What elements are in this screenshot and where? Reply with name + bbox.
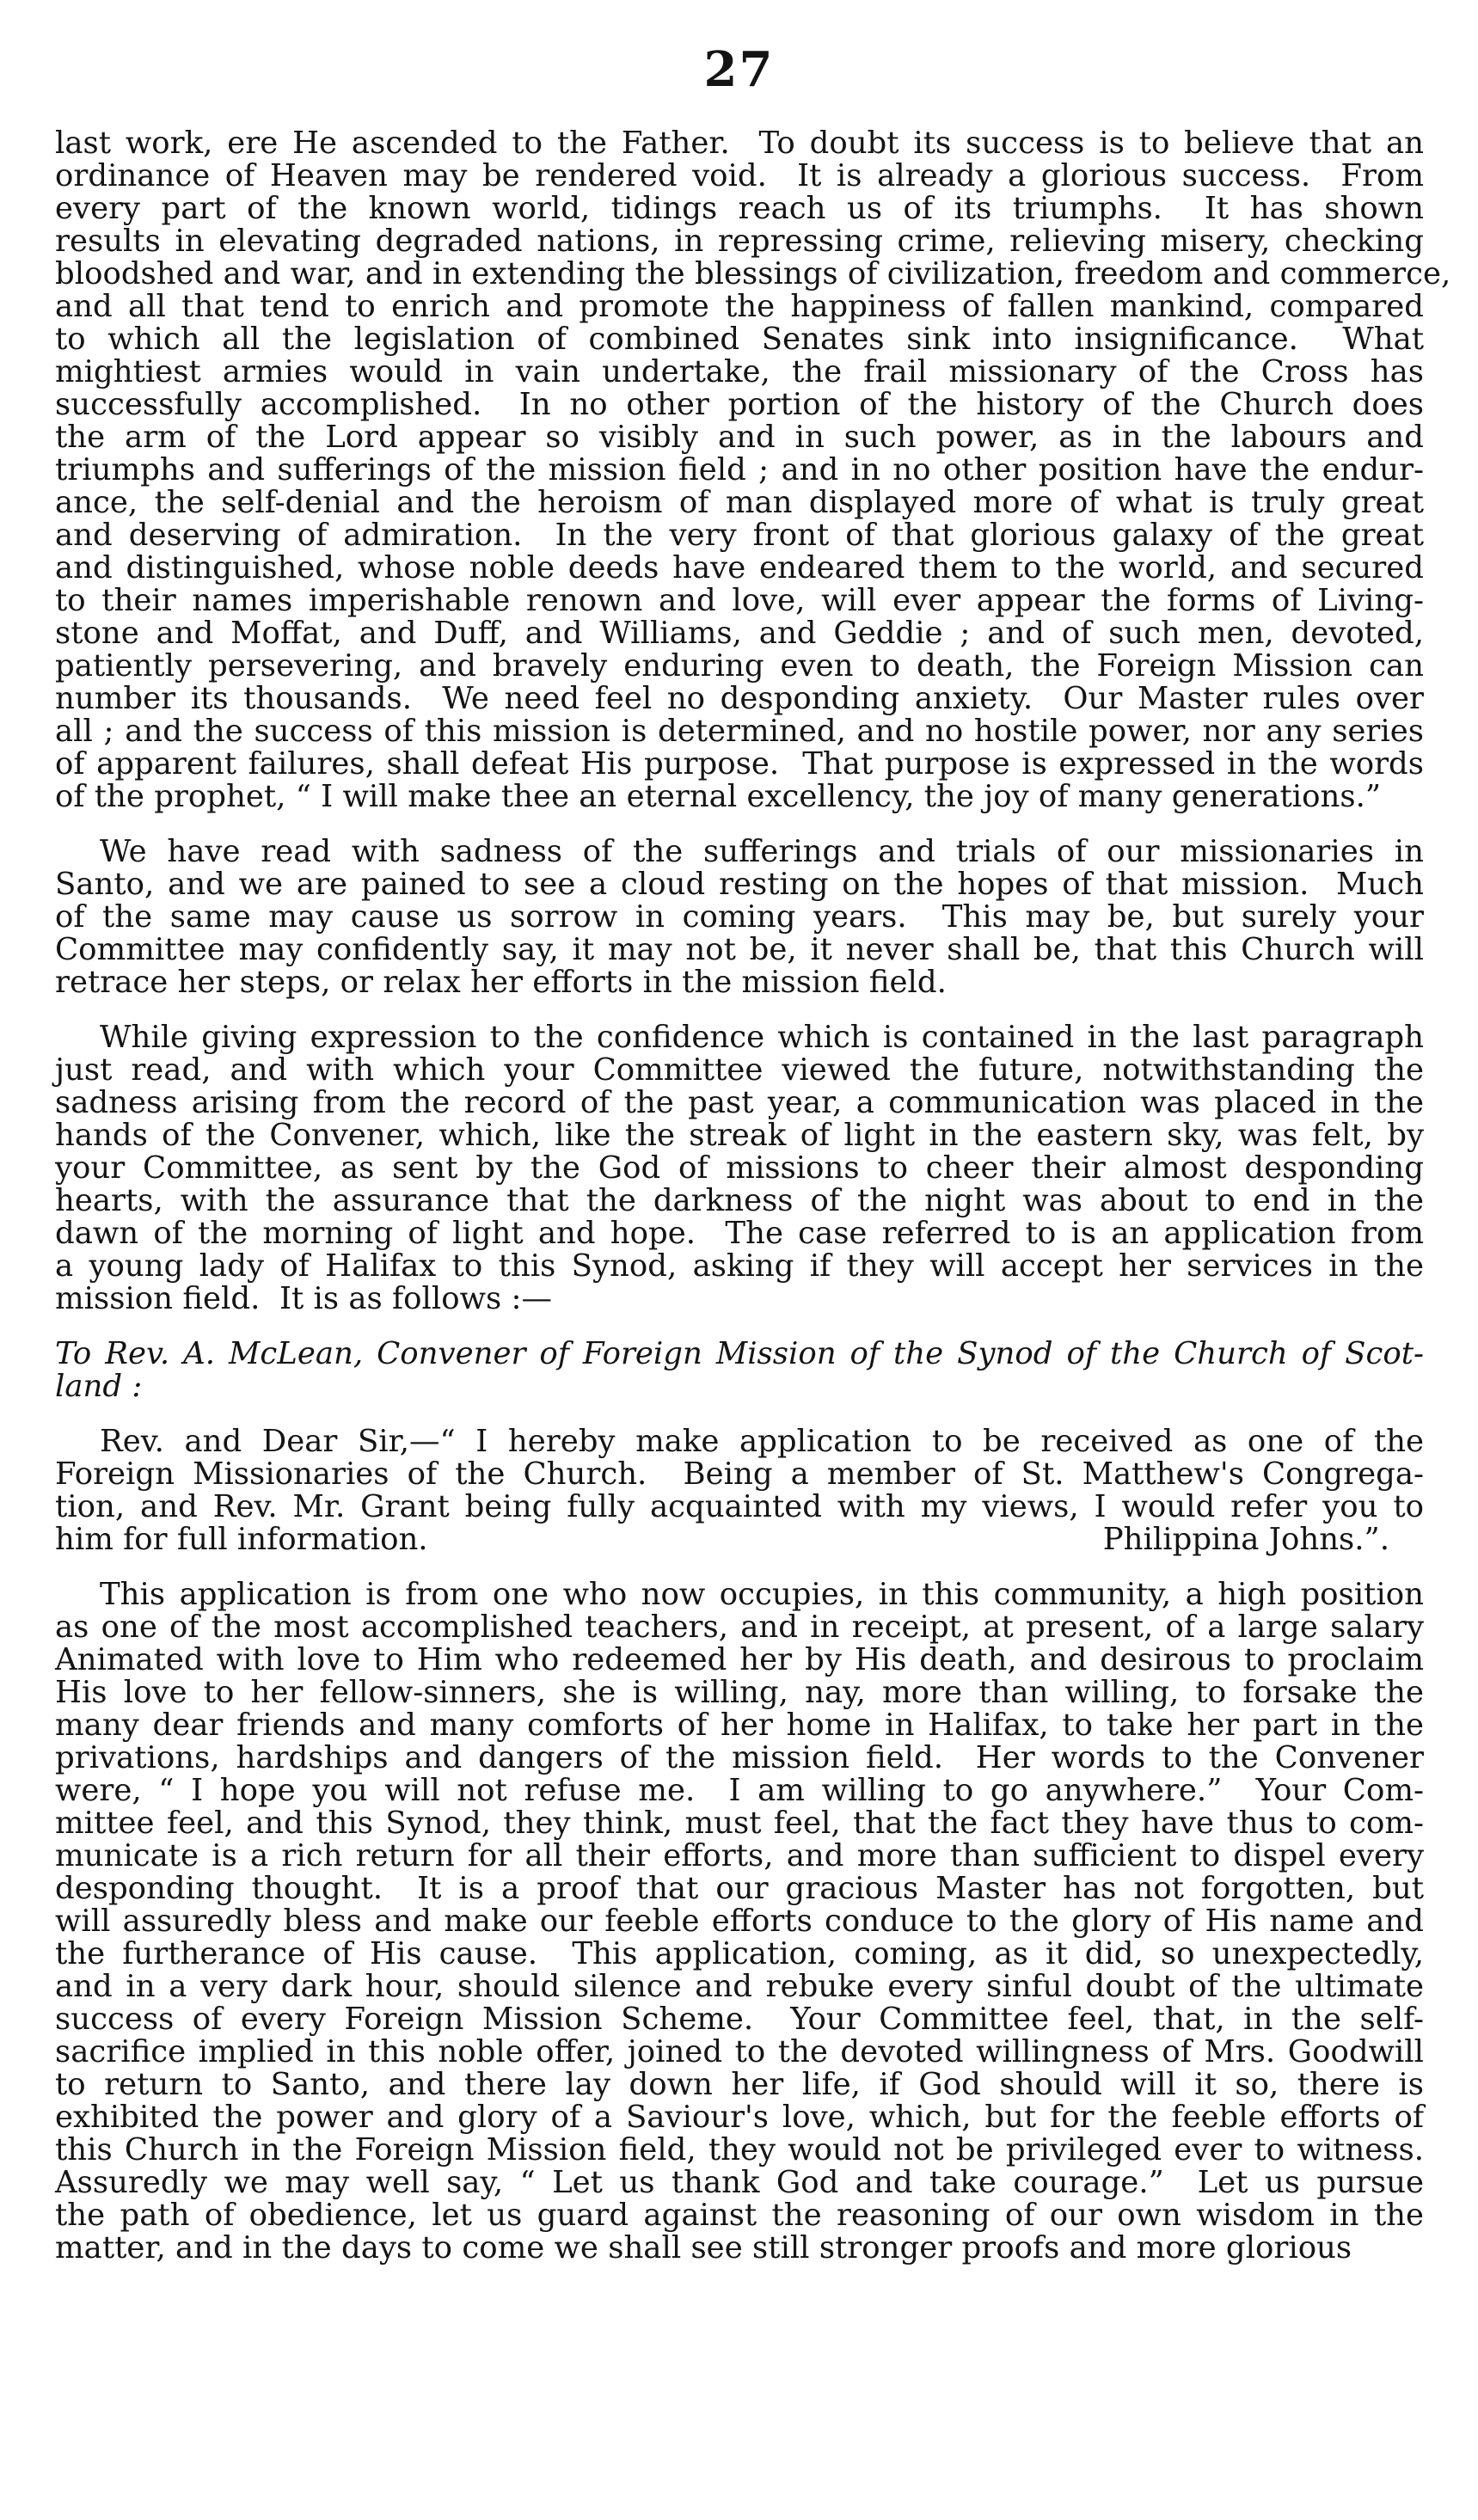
text-line: to return to Santo, and there lay down her life, if God should will it so, there is bbox=[55, 2067, 1424, 2102]
text-line: just read, and with which your Committee viewed the future, notwithstanding the bbox=[55, 1052, 1424, 1088]
letter-signature: Philippina Johns.”. bbox=[1102, 1522, 1389, 1557]
text-line: retrace her steps, or relax her efforts in the mission field. bbox=[55, 965, 947, 1000]
paragraph bbox=[55, 1579, 1424, 2265]
text-line: this Church in the Foreign Mission field, they would not be privileged ever to witness. bbox=[55, 2132, 1424, 2167]
text-line: to which all the legislation of combined Senates sink into insignificance. What bbox=[55, 322, 1424, 357]
text-line: While giving expression to the confidence which is contained in the last paragraph bbox=[100, 1020, 1424, 1055]
text-line: of apparent failures, shall defeat His purpose. That purpose is expressed in the words bbox=[55, 746, 1424, 782]
text-line: many dear friends and many comforts of her home in Halifax, to take her part in the bbox=[55, 1708, 1424, 1743]
paragraph bbox=[55, 1021, 1424, 1315]
letter-signature-line bbox=[55, 1524, 1424, 1556]
text-line: Santo, and we are pained to see a cloud resting on the hopes of that mission. Much bbox=[55, 867, 1424, 902]
text-line: hearts, with the assurance that the darkness of the night was about to end in the bbox=[55, 1183, 1424, 1218]
text-line: Committee may confidently say, it may not be, it never shall be, that this Church will bbox=[55, 932, 1424, 967]
text-line: mightiest armies would in vain undertake, the frail missionary of the Cross has bbox=[55, 354, 1424, 389]
text-line: will assuredly bless and make our feeble efforts conduce to the glory of His name and bbox=[55, 1904, 1424, 1939]
text-line: stone and Moffat, and Duff, and Williams, and Geddie ; and of such men, devoted, bbox=[55, 616, 1424, 651]
text-line: To Rev. A. McLean, Convener of Foreign Mission of the Synod of the Church of Scot- bbox=[55, 1336, 1424, 1371]
text-line: your Committee, as sent by the God of missions to cheer their almost desponding bbox=[55, 1150, 1424, 1186]
text-line: patiently persevering, and bravely enduring even to death, the Foreign Mission can bbox=[55, 648, 1424, 684]
text-line: Animated with love to Him who redeemed her by His death, and desirous to proclaim bbox=[55, 1642, 1424, 1677]
text-line: results in elevating degraded nations, in repressing crime, relieving misery, checking bbox=[55, 224, 1424, 259]
page-number: 27 bbox=[703, 41, 775, 98]
text-line: number its thousands. We need feel no desponding anxiety. Our Master rules over bbox=[55, 681, 1424, 716]
text-line: were, “ I hope you will not refuse me. I am willing to go anywhere.” Your Com- bbox=[55, 1773, 1424, 1808]
text-line: and distinguished, whose noble deeds have endeared them to the world, and secured bbox=[55, 550, 1424, 586]
text-line: successfully accomplished. In no other portion of the history of the Church does bbox=[55, 387, 1424, 422]
text-line: and in a very dark hour, should silence and rebuke every sinful doubt of the ultimate bbox=[55, 1969, 1424, 2004]
text-line: ordinance of Heaven may be rendered void. It is already a glorious success. From bbox=[55, 158, 1424, 193]
text-line: matter, and in the days to come we shall see still stronger proofs and more glorious bbox=[55, 2230, 1352, 2266]
text-line: municate is a rich return for all their efforts, and more than sufficient to dispel every bbox=[55, 1838, 1424, 1873]
text-line: every part of the known world, tidings reach us of its triumphs. It has shown bbox=[55, 191, 1424, 226]
text-line: desponding thought. It is a proof that our gracious Master has not forgotten, but bbox=[55, 1871, 1424, 1906]
text-line: the furtherance of His cause. This application, coming, as it did, so unexpectedly, bbox=[55, 1936, 1424, 1971]
text-line: success of every Foreign Mission Scheme. Your Committee feel, that, in the self- bbox=[55, 2002, 1424, 2037]
text-line: privations, hardships and dangers of the mission field. Her words to the Convener bbox=[55, 1740, 1424, 1775]
text-line: We have read with sadness of the sufferings and trials of our missionaries in bbox=[100, 834, 1424, 869]
text-line: of the prophet, “ I will make thee an eternal excellency, the joy of many generations.” bbox=[55, 779, 1381, 814]
text-line: hands of the Convener, which, like the streak of light in the eastern sky, was felt, by bbox=[55, 1118, 1424, 1153]
text-line: tion, and Rev. Mr. Grant being fully acquainted with my views, I would refer you to bbox=[55, 1489, 1424, 1524]
paragraph bbox=[55, 836, 1424, 999]
text-line: sadness arising from the record of the past year, a communication was placed in the bbox=[55, 1085, 1424, 1120]
text-line: mittee feel, and this Synod, they think, must feel, that the fact they have thus to com- bbox=[55, 1806, 1424, 1841]
letter-address bbox=[55, 1338, 1424, 1403]
text-line: Rev. and Dear Sir,—“ I hereby make application to be received as one of the bbox=[100, 1424, 1424, 1459]
letter-body bbox=[55, 1426, 1424, 1556]
text-line: mission field. It is as follows :— bbox=[55, 1281, 552, 1316]
body-text bbox=[55, 126, 1451, 2266]
letter-closing-text: him for full information. bbox=[55, 1522, 428, 1557]
text-line: Foreign Missionaries of the Church. Being a member of St. Matthew's Congrega- bbox=[55, 1456, 1424, 1492]
text-line: and deserving of admiration. In the very front of that glorious galaxy of the great bbox=[55, 518, 1424, 553]
text-line: to their names imperishable renown and love, will ever appear the forms of Living- bbox=[55, 583, 1424, 618]
text-line: triumphs and sufferings of the mission field ; and in no other position have the endur- bbox=[55, 452, 1424, 487]
text-line: bloodshed and war, and in extending the blessings of civilization, freedom and commerce, bbox=[55, 256, 1451, 291]
text-line: His love to her fellow-sinners, she is willing, nay, more than willing, to forsake the bbox=[55, 1675, 1424, 1710]
text-line: land : bbox=[55, 1369, 143, 1404]
text-line: and all that tend to enrich and promote the happiness of fallen mankind, compared bbox=[55, 289, 1424, 324]
text-line: a young lady of Halifax to this Synod, asking if they will accept her services in the bbox=[55, 1248, 1424, 1284]
paragraph bbox=[55, 126, 1451, 814]
text-line: exhibited the power and glory of a Saviour's love, which, but for the feeble efforts of bbox=[55, 2100, 1424, 2135]
text-line: This application is from one who now occupies, in this community, a high position bbox=[100, 1577, 1424, 1612]
text-line: as one of the most accomplished teachers, and in receipt, at present, of a large salary bbox=[55, 1609, 1424, 1645]
text-line: Assuredly we may well say, “ Let us thank God and take courage.” Let us pursue bbox=[55, 2165, 1424, 2200]
text-line: of the same may cause us sorrow in coming years. This may be, but surely your bbox=[55, 899, 1424, 935]
text-line: dawn of the morning of light and hope. The case referred to is an application from bbox=[55, 1216, 1424, 1251]
text-line: sacrifice implied in this noble offer, joined to the devoted willingness of Mrs. Goodwill bbox=[55, 2034, 1424, 2069]
text-line: last work, ere He ascended to the Father. To doubt its success is to believe that an bbox=[55, 126, 1424, 161]
text-line: the arm of the Lord appear so visibly and in such power, as in the labours and bbox=[55, 420, 1424, 455]
text-line: all ; and the success of this mission is determined, and no hostile power, nor any series bbox=[55, 714, 1424, 749]
text-line: ance, the self-denial and the heroism of man displayed more of what is truly great bbox=[55, 485, 1424, 520]
text-line: the path of obedience, let us guard against the reasoning of our own wisdom in the bbox=[55, 2198, 1424, 2233]
